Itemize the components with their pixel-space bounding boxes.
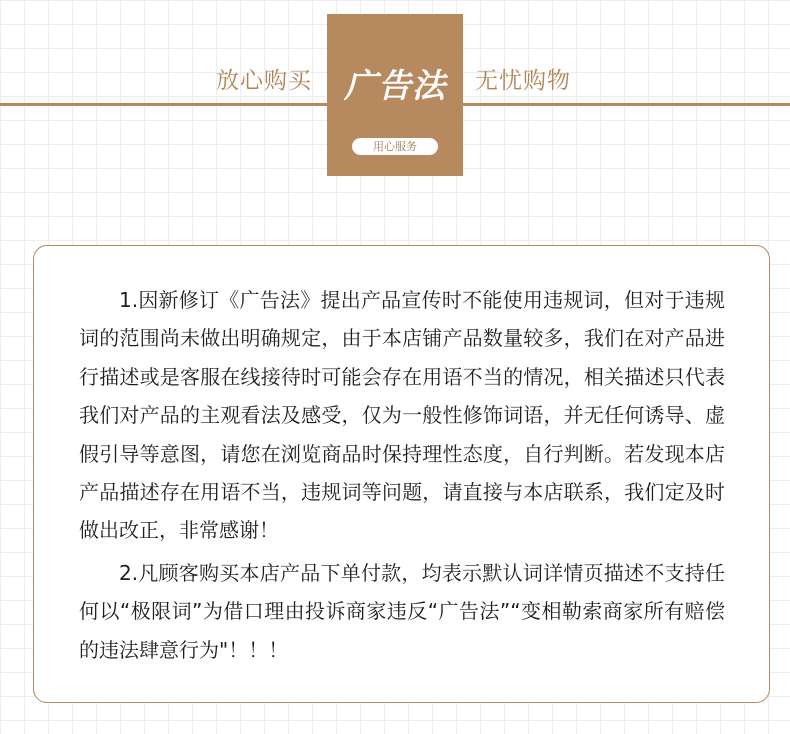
slogan-left: 放心购买 [216,68,312,94]
badge-subtitle-pill: 用心服务 [352,138,438,155]
notice-paragraph-1: 1.因新修订《广告法》提出产品宣传时不能使用违规词，但对于违规词的范围尚未做出明确规定，由于本店铺产品数量较多，我们在对产品进行描述或是客服在线接待时可能会存在用语不当的情况，相关描述只代表我们对产品的主观看法及感受，仅为一般性修饰词语，并无任何诱导、虚假引导等意图，请您在浏览商品时保持理性态度，自行判断。若发现本店产品描述存在用语不当，违规词等问题，请直接与本店联系，我们定及时做出改正，非常感谢！ [79,288,725,543]
badge-title: 广告法 [344,66,446,105]
notice-paragraph-2: 2.凡顾客购买本店产品下单付款，均表示默认词详情页描述不支持任何以“极限词”为借口理由投诉商家违反“广告法”“变相勒索商家所有赔偿的违法肆意行为"！！！ [79,561,725,662]
slogan-right: 无忧购物 [475,68,571,94]
header-divider-right [463,103,790,106]
advertising-law-badge [327,14,463,176]
notice-box [33,245,770,703]
header-divider-left [0,103,327,106]
